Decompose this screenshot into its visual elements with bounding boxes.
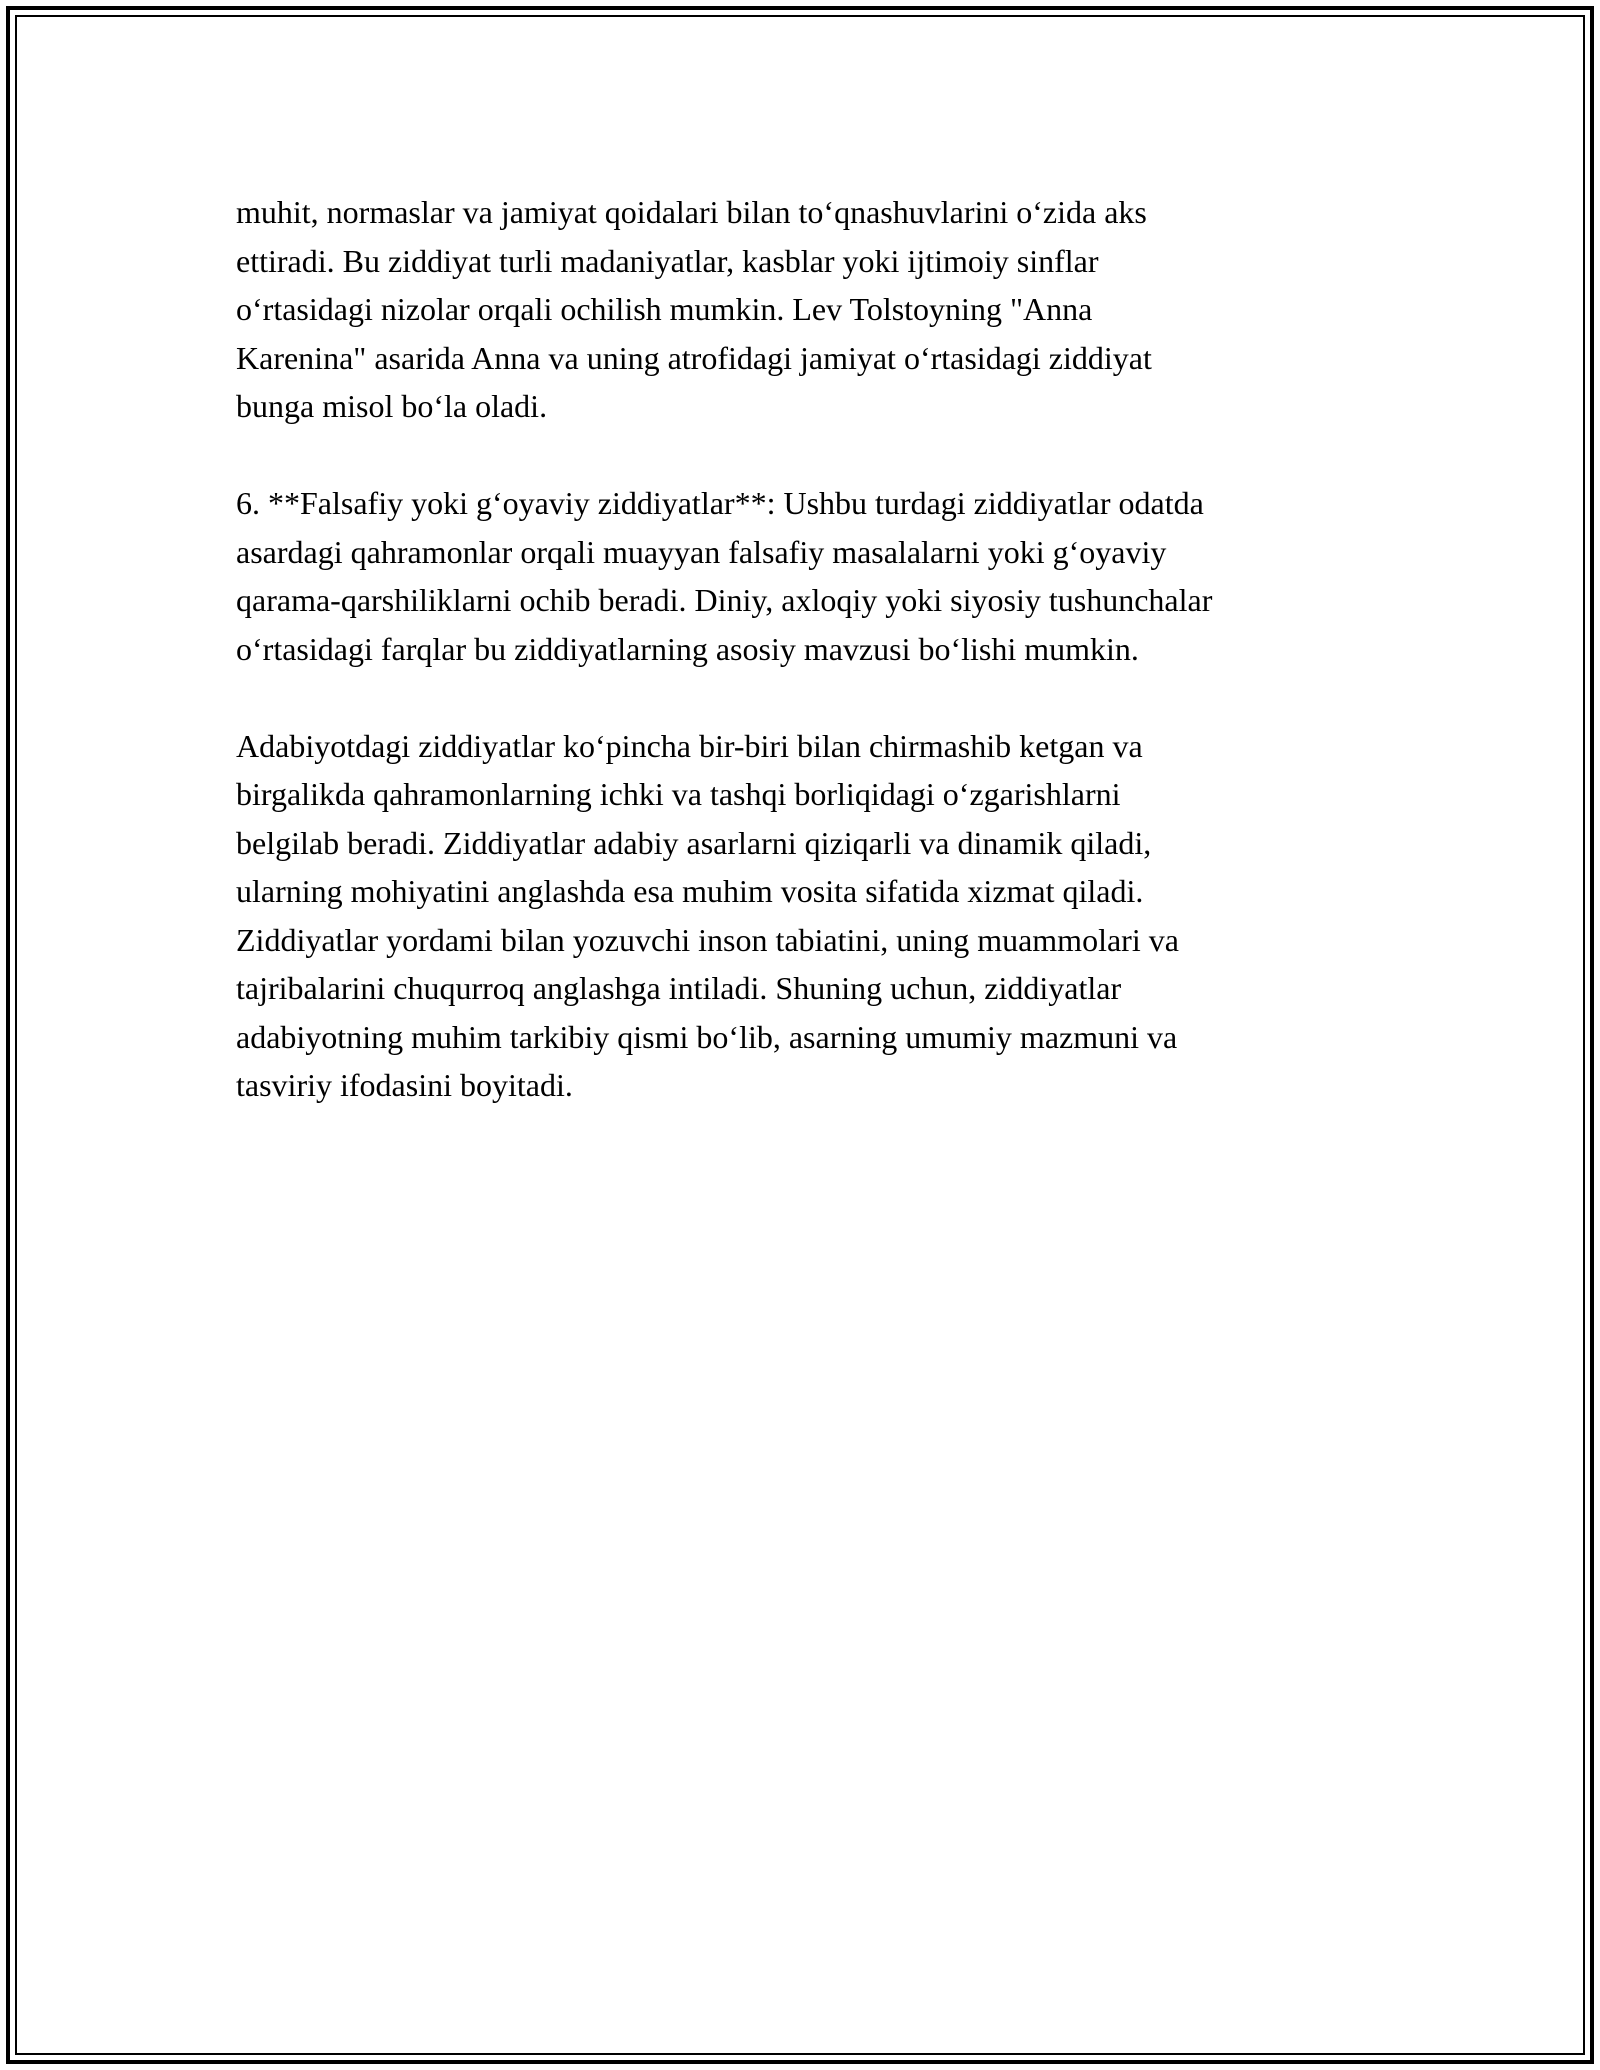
text-line: bunga misol boʻla oladi.: [236, 388, 548, 424]
text-line: oʻrtasidagi nizolar orqali ochilish mumkin. Lev Tolstoyning "Anna: [236, 291, 1093, 327]
text-line: muhit, normaslar va jamiyat qoidalari bilan toʻqnashuvlarini oʻzida aks: [236, 194, 1147, 230]
text-line: birgalikda qahramonlarning ichki va tashqi borliqidagi oʻzgarishlarni: [236, 776, 1121, 812]
document-body: [236, 188, 1396, 1158]
text-line: adabiyotning muhim tarkibiy qismi boʻlib, asarning umumiy mazmuni va: [236, 1018, 1178, 1055]
text-line: ularning mohiyatini anglashda esa muhim vosita sifatida xizmat qiladi.: [236, 873, 1144, 909]
text-line: Ziddiyatlar yordami bilan yozuvchi inson tabiatini, uning muammolari va: [236, 921, 1179, 958]
text-line: tajribalarini chuqurroq anglashga intiladi. Shuning uchun, ziddiyatlar: [236, 970, 1122, 1006]
paragraph-social-conflict: [236, 188, 1396, 431]
text-line: belgilab beradi. Ziddiyatlar adabiy asarlarni qiziqarli va dinamik qiladi,: [236, 824, 1152, 861]
text-line: tasviriy ifodasini boyitadi.: [236, 1067, 573, 1103]
paragraph-philosophical-conflict: [236, 479, 1396, 673]
text-line: ettiradi. Bu ziddiyat turli madaniyatlar, kasblar yoki ijtimoiy sinflar: [236, 242, 1099, 279]
text-line: Karenina" asarida Anna va uning atrofidagi jamiyat oʻrtasidagi ziddiyat: [236, 339, 1152, 376]
text-line: asardagi qahramonlar orqali muayyan falsafiy masalalarni yoki gʻoyaviy: [236, 533, 1167, 570]
text-line: qarama-qarshiliklarni ochib beradi. Diniy, axloqiy yoki siyosiy tushunchalar: [236, 582, 1213, 618]
text-line: Adabiyotdagi ziddiyatlar koʻpincha bir-biri bilan chirmashib ketgan va: [236, 727, 1143, 764]
text-line: oʻrtasidagi farqlar bu ziddiyatlarning asosiy mavzusi boʻlishi mumkin.: [236, 630, 1139, 667]
paragraph-conclusion: [236, 722, 1396, 1110]
text-line: 6. **Falsafiy yoki gʻoyaviy ziddiyatlar**: Ushbu turdagi ziddiyatlar odatda: [236, 485, 1204, 521]
